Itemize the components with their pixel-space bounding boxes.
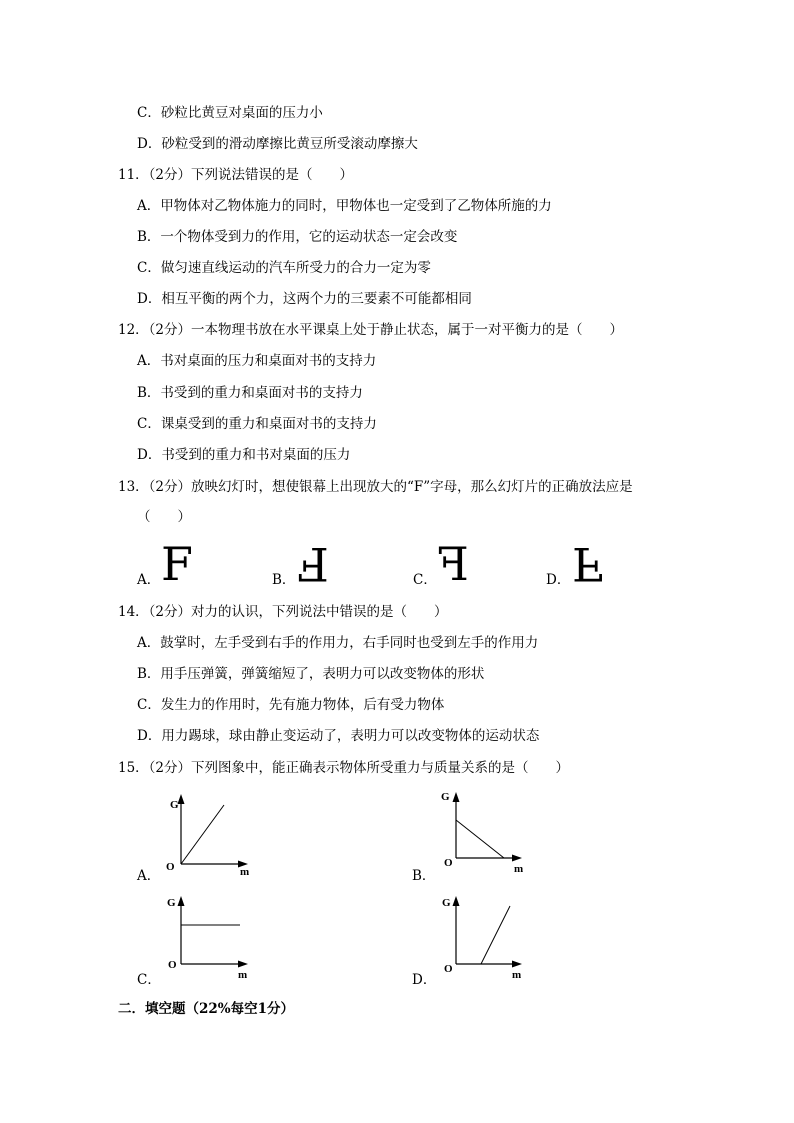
q11-option-d: D．相互平衡的两个力，这两个力的三要素不可能都相同 — [137, 291, 472, 307]
q15-graph-b — [434, 786, 534, 878]
graph-d-y-label: G — [442, 897, 451, 909]
q14-option-a: A．鼓掌时，左手受到右手的作用力，右手同时也受到左手的作用力 — [137, 635, 539, 651]
q13-option-a-glyph: F — [161, 537, 193, 591]
graph-a-origin: O — [166, 861, 175, 873]
q11-stem: 11．（2分）下列说法错误的是（ ） — [118, 167, 354, 183]
q11-option-a: A．甲物体对乙物体施力的同时，甲物体也一定受到了乙物体所施的力 — [137, 198, 552, 214]
q12-stem: 12．（2分）一本物理书放在水平课桌上处于静止状态，属于一对平衡力的是（ ） — [118, 322, 624, 338]
graph-b-x-label: m — [514, 863, 524, 875]
q15-label-d: D． — [412, 972, 437, 988]
q15-label-c: C． — [137, 972, 161, 988]
q15-label-b: B． — [412, 868, 436, 884]
q13-stem: 13．（2分）放映幻灯时，想使银幕上出现放大的“F”字母，那么幻灯片的正确放法应是 — [118, 479, 633, 495]
q13-option-d-glyph: F — [572, 537, 604, 591]
q15-graph-d — [434, 890, 534, 982]
q15-stem: 15．（2分）下列图象中，能正确表示物体所受重力与质量关系的是（ ） — [118, 760, 570, 776]
q14-stem: 14．（2分）对力的认识，下列说法中错误的是（ ） — [118, 604, 448, 620]
q15-graph-a — [160, 786, 260, 878]
q13-label-d: D． — [546, 572, 571, 588]
q14-option-c: C．发生力的作用时，先有施力物体，后有受力物体 — [137, 697, 445, 713]
q12-option-b: B．书受到的重力和桌面对书的支持力 — [137, 385, 363, 401]
q11-option-c: C．做匀速直线运动的汽车所受力的合力一定为零 — [137, 260, 431, 276]
graph-b-y-label: G — [441, 791, 450, 803]
graph-c-origin: O — [168, 959, 177, 971]
graph-c-x-label: m — [238, 969, 248, 981]
section-2-title: 二．填空题（22%每空1分） — [118, 1001, 295, 1017]
graph-d-x-label: m — [512, 969, 522, 981]
q12-option-d: D．书受到的重力和书对桌面的压力 — [137, 447, 351, 463]
q11-option-b: B．一个物体受到力的作用，它的运动状态一定会改变 — [137, 229, 458, 245]
graph-a-x-label: m — [240, 866, 250, 878]
q10-option-c: C．砂粒比黄豆对桌面的压力小 — [137, 105, 323, 121]
q12-option-c: C．课桌受到的重力和桌面对书的支持力 — [137, 416, 377, 432]
graph-d-origin: O — [444, 963, 453, 975]
q15-label-a: A． — [137, 868, 161, 884]
q13-stem-cont: （ ） — [137, 509, 191, 525]
q12-option-a: A．书对桌面的压力和桌面对书的支持力 — [137, 353, 377, 369]
q10-option-d: D．砂粒受到的滑动摩擦比黄豆所受滚动摩擦大 — [137, 136, 418, 152]
q15-graph-c — [160, 890, 260, 982]
q13-label-b: B． — [272, 572, 296, 588]
q14-option-d: D．用力踢球，球由静止变运动了，表明力可以改变物体的运动状态 — [137, 728, 540, 744]
q13-label-c: C． — [413, 572, 437, 588]
q13-option-b-glyph: F — [297, 537, 329, 591]
q13-label-a: A． — [137, 572, 161, 588]
graph-b-origin: O — [444, 857, 453, 869]
graph-a-y-label: G — [170, 799, 179, 811]
q14-option-b: B．用手压弹簧，弹簧缩短了，表明力可以改变物体的形状 — [137, 666, 485, 682]
q13-option-c-glyph: F — [437, 537, 469, 591]
graph-c-y-label: G — [167, 897, 176, 909]
